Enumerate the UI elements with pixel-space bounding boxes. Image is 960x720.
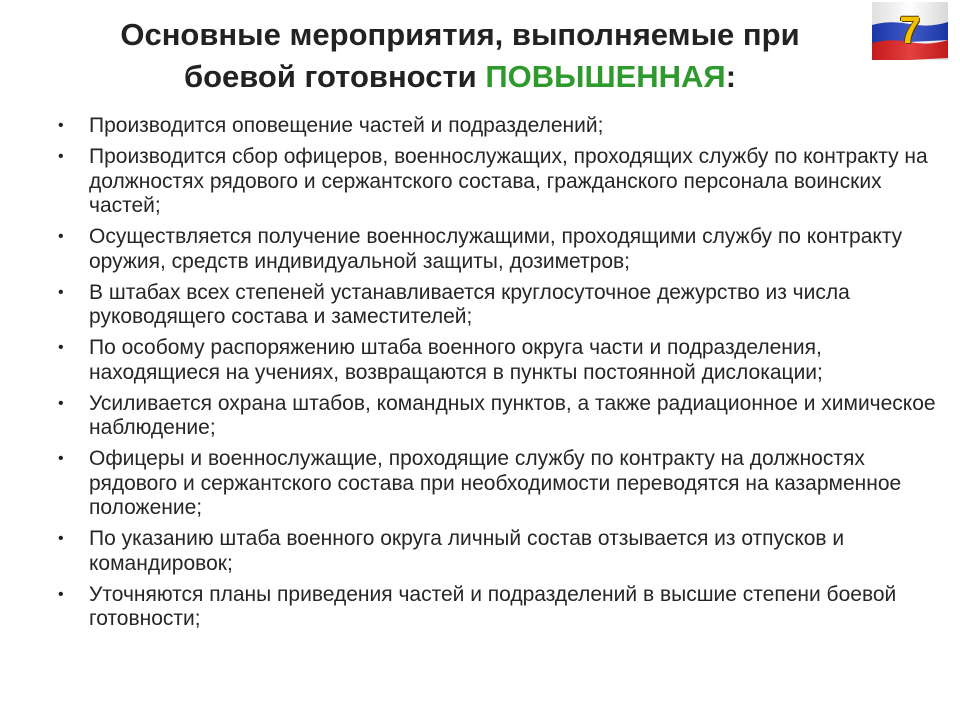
title-line-1: Основные мероприятия, выполняемые при [120,17,800,52]
list-item [56,281,936,330]
list-item-text: Производится сбор офицеров, военнослужащих, проходящих службу по контракту на должностях рядового и сержантского состава, гражданского персонала воинских частей; [89,145,928,217]
list-item [56,392,936,441]
list-item-text: По особому распоряжению штаба военного округа части и подразделения, находящиеся на учениях, возвращаются в пункты постоянной дислокации; [89,336,823,384]
list-item [56,145,936,219]
slide-number: 7 [899,10,921,52]
title-suffix: : [725,59,737,94]
bullet-icon: • [58,283,64,301]
list-item-text: По указанию штаба военного округа личный состав отзывается из отпусков и командировок; [89,527,845,575]
bullet-icon: • [58,117,64,134]
bullet-icon: • [58,394,64,412]
list-item [56,225,936,274]
bullet-icon: • [58,148,64,165]
russian-flag-badge [872,2,948,60]
list-item [56,336,936,385]
bullet-icon: • [58,228,64,245]
list-item-text: Осуществляется получение военнослужащими, проходящими службу по контракту оружия, средств индивидуальной защиты, дозиметров; [89,225,903,273]
list-item [56,114,936,139]
bullet-icon: • [58,450,64,467]
slide-title [40,14,880,98]
title-line-2: боевой готовности [183,59,477,94]
list-item [56,527,936,576]
bullet-icon: • [58,530,64,547]
list-item-text: Офицеры и военнослужащие, проходящие службу по контракту на должностях рядового и сержантского состава при необходимости переводятся на казарменное положение; [89,447,902,519]
bullet-icon: • [58,339,64,356]
list-item [56,583,936,632]
list-item-text: Производится оповещение частей и подразделений; [89,114,604,137]
bullet-icon: • [58,585,64,603]
list-item [56,447,936,521]
list-item-text: Усиливается охрана штабов, командных пунктов, а также радиационное и химическое наблюдение; [89,391,936,439]
measures-list [56,114,936,638]
title-accent-word: ПОВЫШЕННАЯ [485,59,726,94]
list-item-text: В штабах всех степеней устанавливается круглосуточное дежурство из числа руководящего состава и заместителей; [89,280,850,328]
list-item-text: Уточняются планы приведения частей и подразделений в высшие степени боевой готовности; [89,582,897,630]
